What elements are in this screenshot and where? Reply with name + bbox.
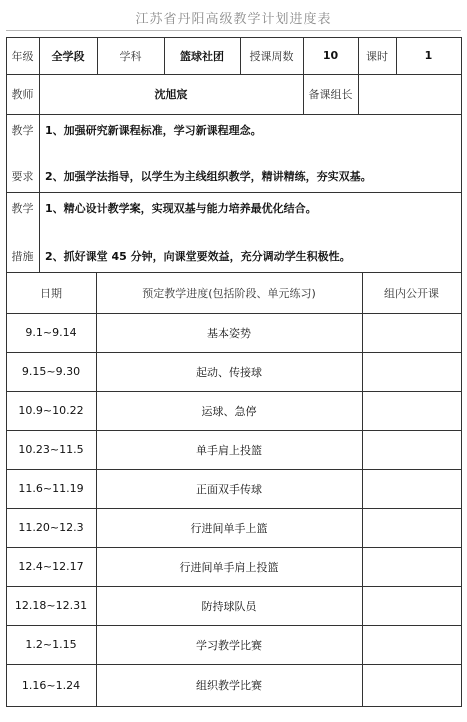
table-row-content: 起动、传接球: [196, 365, 262, 379]
grid-line: [6, 706, 462, 707]
table-row-open: [362, 430, 461, 469]
table-row-open: [362, 313, 461, 352]
table-row-date: 10.9~10.22: [18, 404, 84, 417]
requirements-line-2: 2、加强学法指导，以学生为主线组织教学，精讲精练，夯实双基。: [45, 170, 372, 183]
teacher-label: 教师: [11, 88, 34, 101]
schedule-header-open: 组内公开课: [384, 286, 439, 300]
subject-label: 学科: [119, 49, 142, 63]
grid-line: [6, 664, 462, 665]
title-underline: [6, 30, 461, 31]
weeks-label: 授课周数: [249, 49, 294, 63]
table-row-date: 11.6~11.19: [18, 482, 84, 495]
grid-line: [39, 37, 40, 272]
weeks-value: 10: [322, 49, 339, 62]
grid-line: [461, 37, 462, 707]
grade-label: 年级: [11, 49, 34, 63]
table-row-content: 学习教学比赛: [196, 638, 262, 652]
subject-value: 篮球社团: [180, 49, 224, 63]
table-row-date: 12.18~12.31: [14, 599, 88, 612]
measures-label-top: 教学: [11, 202, 34, 215]
table-row-open: [362, 352, 461, 391]
grid-line: [362, 272, 363, 707]
grid-line: [303, 37, 304, 114]
table-row-content: 防持球队员: [201, 599, 257, 613]
grid-line: [396, 37, 397, 74]
requirements-label: [6, 114, 39, 192]
grid-line: [240, 37, 241, 74]
requirements-text: [39, 114, 461, 192]
grid-line: [6, 114, 462, 115]
table-row-content: 正面双手传球: [196, 482, 262, 496]
table-row-open: [362, 625, 461, 664]
grid-line: [6, 469, 462, 470]
grid-line: [6, 313, 462, 314]
teacher-value: 沈旭宸: [154, 88, 188, 101]
grid-line: [6, 625, 462, 626]
group-leader-label: 备课组长: [308, 88, 353, 101]
table-row-content: 组织教学比赛: [196, 679, 262, 692]
grade-value: 全学段: [51, 49, 85, 63]
requirements-line-1: 1、加强研究新课程标准，学习新课程理念。: [45, 124, 262, 137]
grid-line: [358, 37, 359, 114]
table-row-date: 1.16~1.24: [21, 678, 81, 692]
table-row-date: 12.4~12.17: [18, 560, 84, 573]
table-row-open: [362, 391, 461, 430]
table-row-date: 10.23~11.5: [18, 443, 84, 456]
measures-label: [6, 192, 39, 272]
requirements-label-top: 教学: [11, 124, 34, 137]
measures-line-2: 2、抓好课堂 45 分钟，向课堂要效益，充分调动学生积极性。: [45, 250, 351, 263]
measures-line-1: 1、精心设计教学案，实现双基与能力培养最优化结合。: [45, 202, 317, 215]
hours-value: 1: [424, 49, 433, 62]
table-row-content: 运球、急停: [201, 404, 257, 418]
grid-line: [6, 586, 462, 587]
table-row-content: 行进间单手上篮: [190, 521, 268, 535]
table-row-open: [362, 664, 461, 706]
measures-text: [39, 192, 461, 272]
grid-line: [6, 37, 7, 707]
grid-line: [6, 547, 462, 548]
table-row-date: 9.1~9.14: [25, 326, 77, 339]
table-row-content: 行进间单手肩上投篮: [179, 560, 279, 574]
measures-label-bottom: 措施: [11, 250, 34, 263]
requirements-label-bottom: 要求: [11, 170, 34, 183]
grid-line: [6, 272, 462, 273]
table-row-open: [362, 469, 461, 508]
page-title: 江苏省丹阳高级教学计划进度表: [135, 12, 332, 27]
table-row-date: 9.15~9.30: [21, 365, 81, 378]
grid-line: [164, 37, 165, 74]
table-row-date: 1.2~1.15: [25, 638, 77, 651]
table-row-content: 单手肩上投篮: [196, 443, 262, 457]
table-row-open: [362, 508, 461, 547]
table-row-date: 11.20~12.3: [18, 521, 84, 534]
grid-line: [6, 430, 462, 431]
grid-line: [96, 272, 97, 707]
group-leader-value: [358, 74, 461, 114]
table-row-content: 基本姿势: [207, 326, 251, 340]
table-row-open: [362, 547, 461, 586]
grid-line: [6, 391, 462, 392]
table-row-open: [362, 586, 461, 625]
grid-line: [6, 508, 462, 509]
schedule-header-date: 日期: [40, 286, 62, 300]
grid-line: [97, 37, 98, 74]
grid-line: [6, 74, 462, 75]
grid-line: [6, 352, 462, 353]
grid-line: [6, 192, 462, 193]
grid-line: [6, 37, 462, 38]
schedule-header-progress: 预定教学进度(包括阶段、单元练习): [142, 286, 316, 300]
hours-label: 课时: [366, 49, 388, 63]
